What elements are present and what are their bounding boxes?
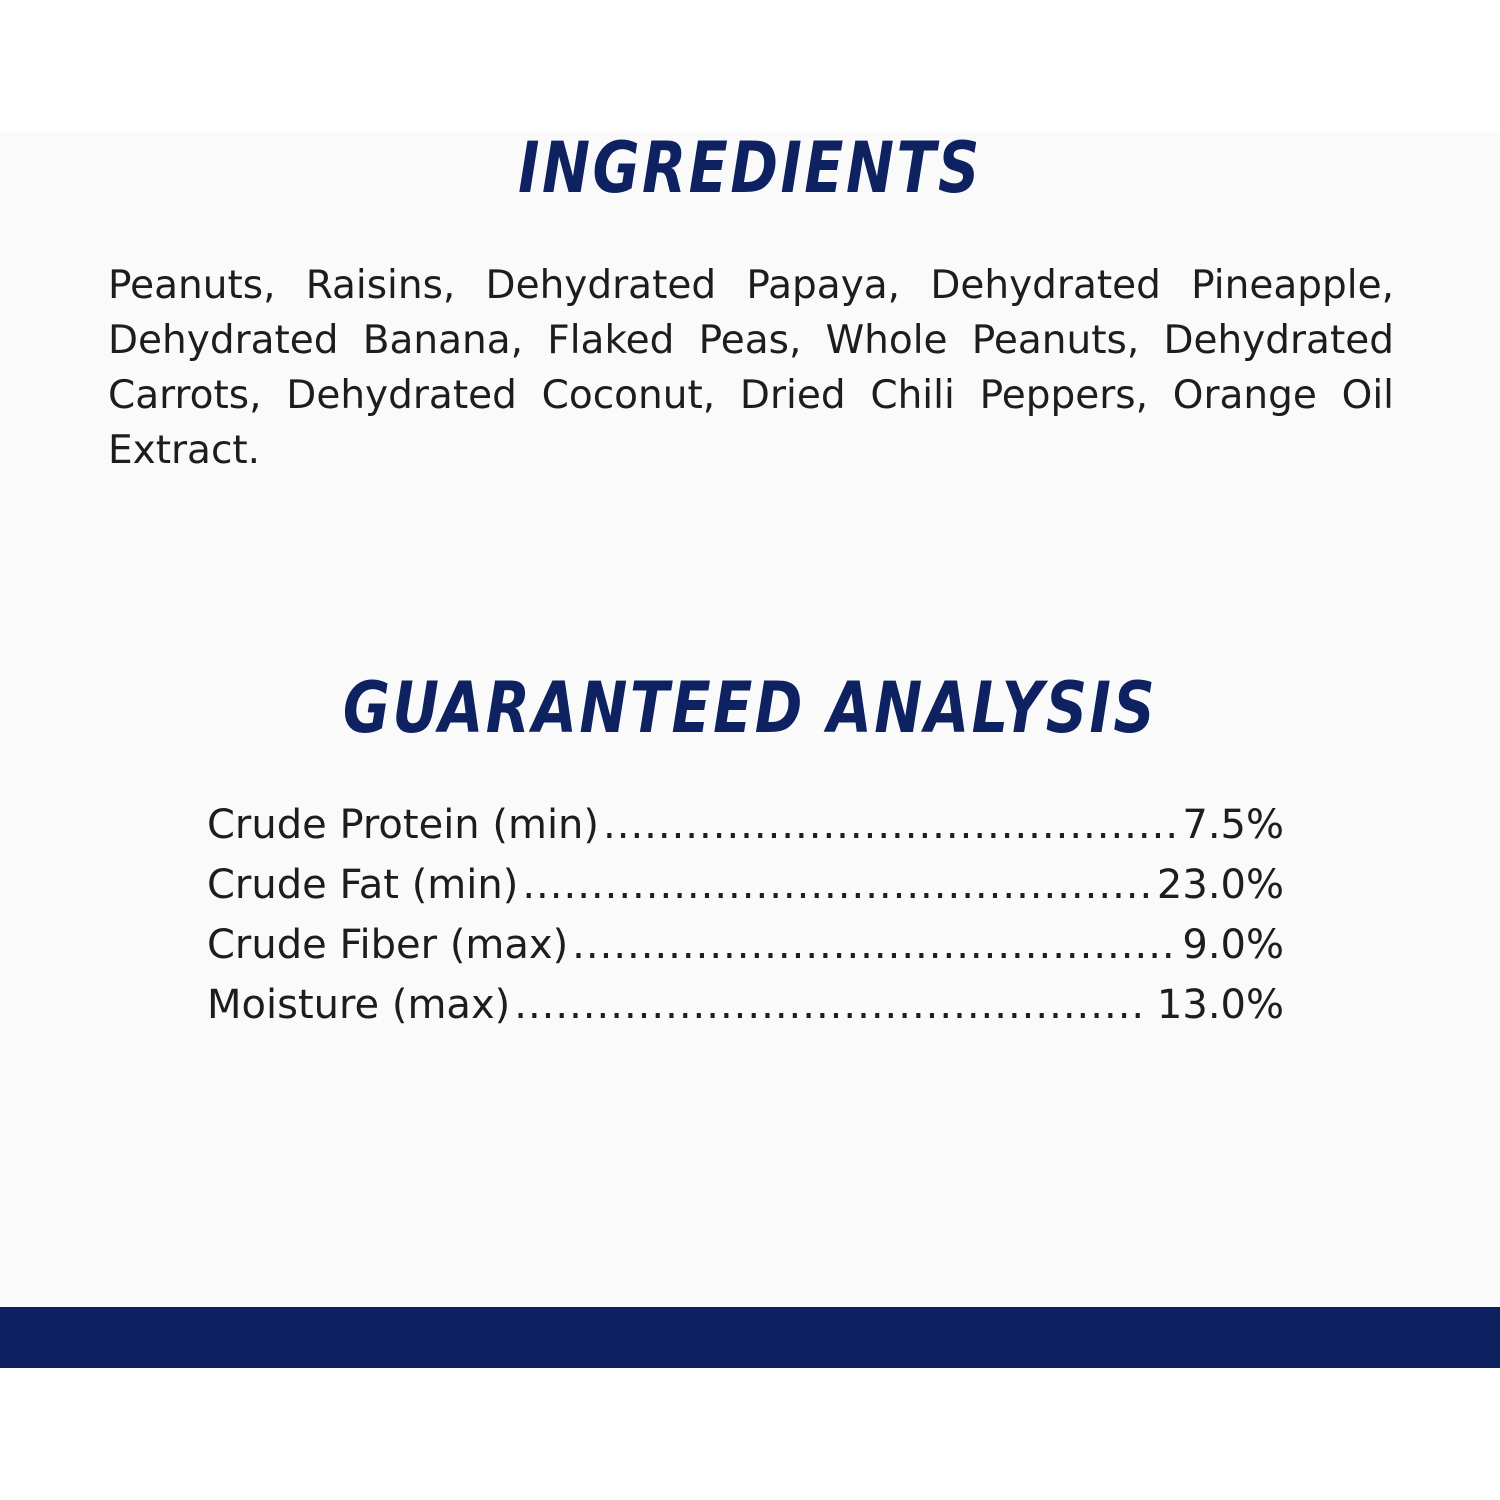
analysis-label: Crude Fat (min) bbox=[207, 862, 519, 908]
guaranteed-analysis-heading: GUARANTEED ANALYSIS bbox=[342, 667, 1158, 749]
dot-leader bbox=[514, 975, 1149, 1035]
analysis-row-moisture bbox=[207, 975, 1284, 1035]
analysis-label: Moisture (max) bbox=[207, 982, 511, 1028]
analysis-label: Crude Fiber (max) bbox=[207, 922, 569, 968]
analysis-row-crude-fat bbox=[207, 855, 1284, 915]
dot-leader bbox=[572, 915, 1174, 975]
ingredients-heading: INGREDIENTS bbox=[518, 127, 982, 209]
analysis-value: 23.0% bbox=[1156, 862, 1284, 908]
analysis-row-crude-fiber bbox=[207, 915, 1284, 975]
ingredients-list: Peanuts, Raisins, Dehydrated Papaya, Dehydrated Pineapple, Dehydrated Banana, Flaked Peas, Whole Peanuts, Dehydrated Carrots, Dehydrated Coconut, Dried Chili Peppers, Orange Oil Extract. bbox=[108, 263, 1394, 473]
dot-leader bbox=[603, 795, 1174, 855]
analysis-value: 9.0% bbox=[1182, 922, 1284, 968]
footer-color-band bbox=[0, 1307, 1500, 1368]
guaranteed-analysis-table bbox=[207, 795, 1284, 1035]
analysis-value: 7.5% bbox=[1182, 802, 1284, 848]
dot-leader bbox=[522, 855, 1149, 915]
analysis-row-crude-protein bbox=[207, 795, 1284, 855]
analysis-value: 13.0% bbox=[1156, 982, 1284, 1028]
analysis-label: Crude Protein (min) bbox=[207, 802, 600, 848]
